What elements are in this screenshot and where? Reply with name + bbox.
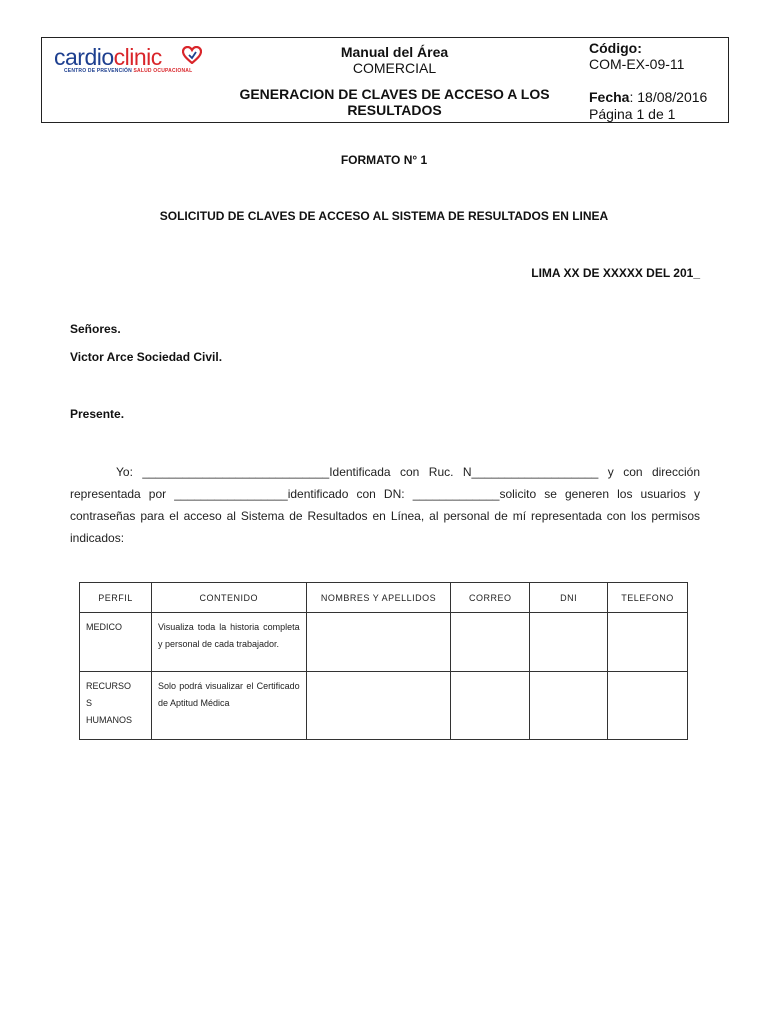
date-cell (582, 83, 728, 122)
permissions-table (79, 582, 688, 740)
perfil-cell: RECURSO S HUMANOS (80, 672, 152, 740)
table-header-row (80, 583, 688, 613)
col-header-nombres: NOMBRES Y APELLIDOS (306, 583, 451, 613)
area-cell (207, 38, 582, 83)
table-row (80, 672, 688, 740)
contenido-cell: Visualiza toda la historia completa y personal de cada trabajador. (151, 613, 306, 672)
dni-cell (530, 672, 608, 740)
area-label: Manual del Área (340, 44, 449, 60)
cardioclinic-logo (54, 44, 200, 84)
code-label: Código: (589, 40, 642, 56)
request-paragraph (70, 461, 700, 549)
nombres-cell (306, 613, 451, 672)
company-name: Victor Arce Sociedad Civil. (70, 350, 223, 364)
area-value: COMERCIAL (352, 60, 437, 76)
logo-word-blue: cardio (54, 44, 114, 70)
request-paragraph-text: Yo: ____________________________Identificada con Ruc. N___________________ y con dirección representada por _________________identificado con DN: _____________solicito se generen los usuarios y contraseñas para el acceso al Sistema de Resultados en Línea, al personal de mí representada con los permisos indicados: (70, 465, 700, 545)
logo-subtitle-left: CENTRO DE PREVENCIÓN (64, 68, 132, 74)
title-cell (207, 83, 582, 122)
col-header-correo: CORREO (451, 583, 530, 613)
salutation: Señores. (70, 322, 121, 336)
document-title: GENERACION DE CLAVES DE ACCESO A LOS RESULTADOS (239, 86, 550, 118)
page-number: Página 1 de 1 (589, 106, 676, 122)
correo-cell (451, 672, 530, 740)
col-header-dni: DNI (530, 583, 608, 613)
correo-cell (451, 613, 530, 672)
logo-word-red: clinic (113, 44, 162, 70)
date-value: : 18/08/2016 (629, 89, 708, 105)
telefono-cell (608, 613, 688, 672)
lima-date-line: LIMA XX DE XXXXX DEL 201_ (531, 266, 700, 280)
presente-line: Presente. (70, 407, 125, 421)
table-row (80, 613, 688, 672)
code-cell (582, 38, 728, 83)
col-header-perfil: PERFIL (80, 583, 152, 613)
code-value: COM-EX-09-11 (589, 56, 685, 72)
document-header (41, 37, 729, 123)
date-label: Fecha (589, 89, 630, 105)
nombres-cell (306, 672, 451, 740)
dni-cell (530, 613, 608, 672)
telefono-cell (608, 672, 688, 740)
formato-heading: FORMATO N° 1 (340, 153, 428, 167)
solicitud-heading: SOLICITUD DE CLAVES DE ACCESO AL SISTEMA DE RESULTADOS EN LINEA (159, 209, 609, 223)
col-header-contenido: CONTENIDO (151, 583, 306, 613)
logo-cell (42, 38, 207, 122)
logo-subtitle-right: SALUD OCUPACIONAL (133, 68, 193, 74)
heart-icon (182, 46, 202, 64)
contenido-cell: Solo podrá visualizar el Certificado de Aptitud Médica (151, 672, 306, 740)
perfil-cell: MEDICO (80, 613, 152, 672)
col-header-telefono: TELEFONO (608, 583, 688, 613)
